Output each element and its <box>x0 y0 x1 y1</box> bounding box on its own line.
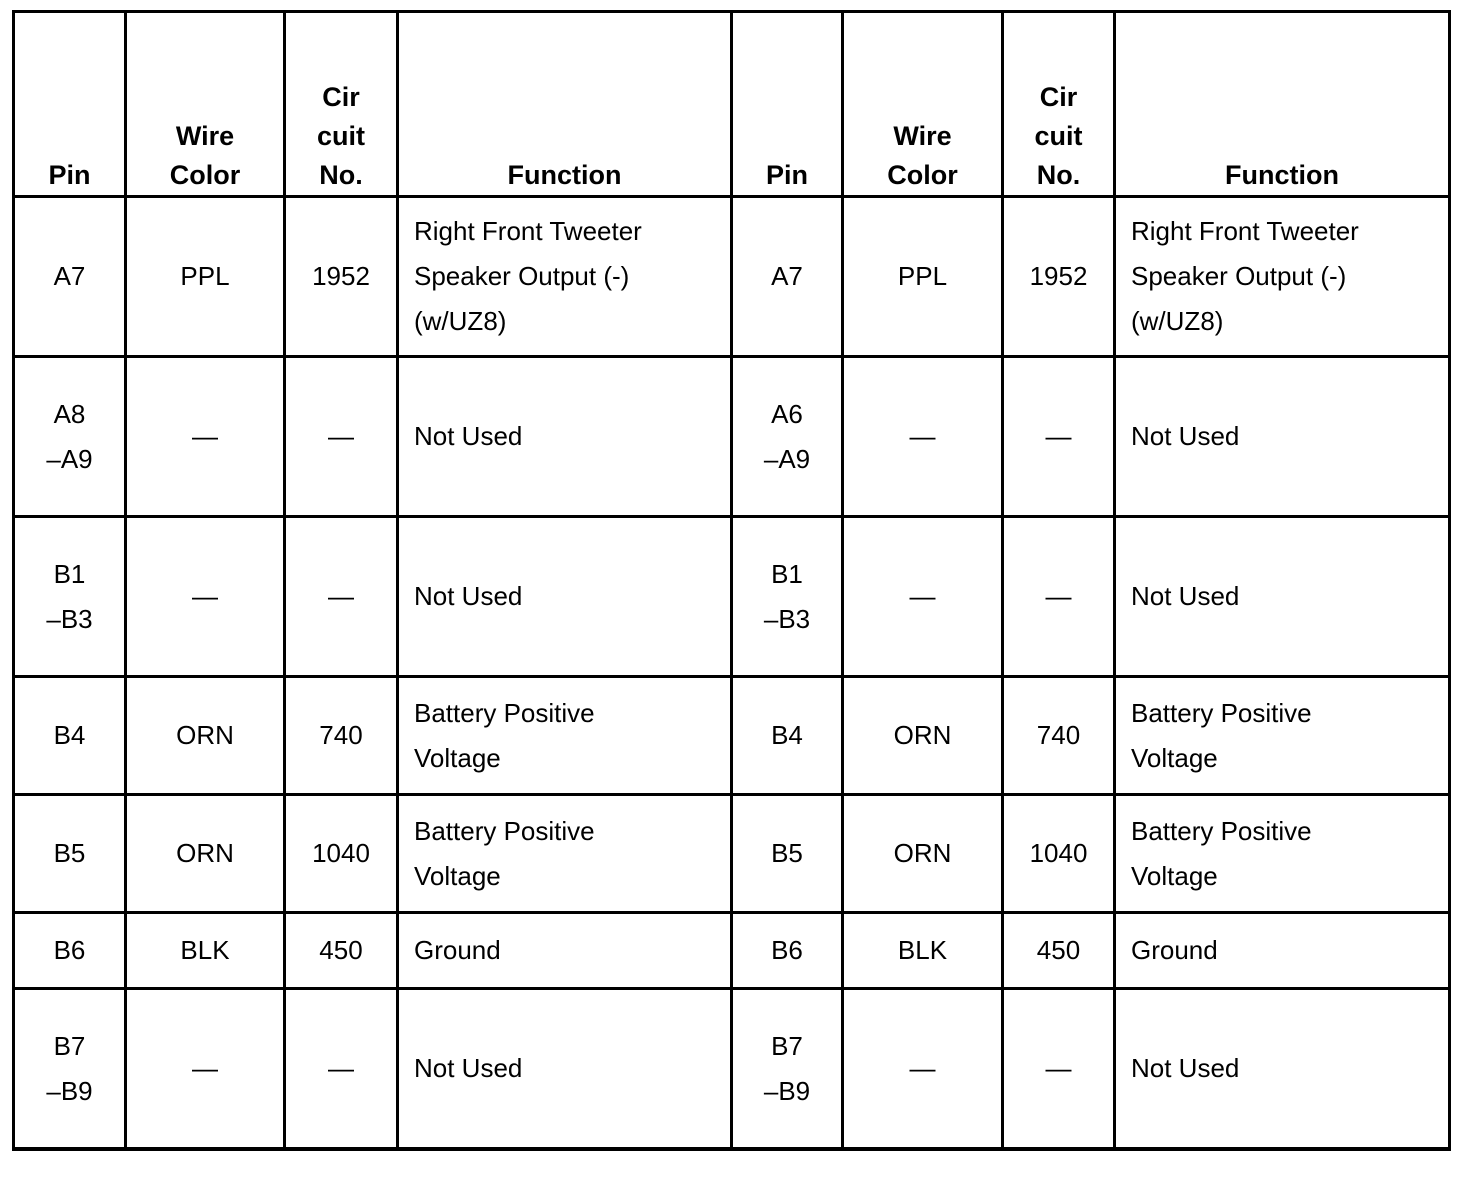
pin-line: B1 <box>53 558 86 589</box>
wire-color-value: — <box>192 421 218 451</box>
function-cell <box>398 357 732 517</box>
circuit-no-value: 450 <box>1036 935 1081 965</box>
pin-line: B5 <box>771 838 803 868</box>
wire-color-cell <box>126 517 285 677</box>
function-cell <box>398 795 732 913</box>
pin-line: –B9 <box>46 1075 93 1106</box>
pin-cell <box>732 357 843 517</box>
pin-cell <box>14 795 126 913</box>
function-line: Not Used <box>1131 421 1240 451</box>
wire-color-value: BLK <box>180 935 230 965</box>
wire-color-value: — <box>909 1053 936 1083</box>
function-line: Ground <box>1131 935 1218 965</box>
wire-color-cell <box>126 913 285 989</box>
function-line: Not Used <box>1131 1053 1240 1083</box>
circuit-no-value: 740 <box>1036 720 1081 750</box>
connector-pinout-table <box>12 10 1451 1151</box>
pin-line: –B3 <box>46 603 93 634</box>
circuit-no-value: — <box>1045 1053 1072 1083</box>
function-line: Speaker Output (-) <box>414 261 630 291</box>
circuit-no-value: — <box>328 421 354 451</box>
pin-line: B1 <box>771 558 803 589</box>
function-cell <box>1115 913 1450 989</box>
circuit-no-cell <box>285 913 398 989</box>
header-row <box>14 12 1450 197</box>
wire-color-cell <box>126 357 285 517</box>
circuit-no-value: — <box>328 581 354 611</box>
function-line: Voltage <box>414 860 501 891</box>
wire-color-cell <box>126 677 285 795</box>
wire-color-value: PPL <box>180 261 230 291</box>
pin-line: –B3 <box>763 603 811 634</box>
pin-line: B7 <box>771 1030 803 1061</box>
wire-color-cell <box>843 989 1003 1150</box>
function-line: Battery Positive <box>1131 815 1312 846</box>
circuit-no-value: 1952 <box>1029 261 1088 291</box>
function-cell <box>1115 357 1450 517</box>
header-circuit-no: Cir cuit No. <box>1003 12 1115 197</box>
function-line: Speaker Output (-) <box>1131 261 1347 291</box>
function-cell <box>1115 989 1450 1150</box>
pin-cell <box>14 517 126 677</box>
pin-cell <box>732 197 843 357</box>
function-cell <box>398 517 732 677</box>
circuit-no-cell <box>285 989 398 1150</box>
circuit-no-value: 1952 <box>312 261 370 291</box>
circuit-no-cell <box>1003 517 1115 677</box>
wire-color-cell <box>126 989 285 1150</box>
circuit-no-cell <box>1003 989 1115 1150</box>
function-cell <box>1115 197 1450 357</box>
pin-cell <box>14 913 126 989</box>
wire-color-cell <box>843 913 1003 989</box>
wire-color-cell <box>843 357 1003 517</box>
header-function: Function <box>1115 12 1450 197</box>
pin-line: B6 <box>53 935 86 965</box>
pin-cell <box>732 517 843 677</box>
circuit-no-cell <box>1003 197 1115 357</box>
wire-color-value: — <box>909 421 936 451</box>
function-line: Not Used <box>414 421 523 451</box>
function-line: Not Used <box>414 1053 523 1083</box>
function-cell <box>1115 517 1450 677</box>
pin-cell <box>732 795 843 913</box>
function-line: Voltage <box>1131 742 1218 773</box>
function-line: (w/UZ8) <box>1131 306 1224 336</box>
function-cell <box>398 913 732 989</box>
pin-cell <box>732 913 843 989</box>
header-wire-color: Wire Color <box>126 12 285 197</box>
function-line: Battery Positive <box>414 697 595 728</box>
pin-line: B4 <box>771 720 803 750</box>
wire-color-cell <box>126 795 285 913</box>
circuit-no-cell <box>1003 677 1115 795</box>
table-row <box>14 913 1450 989</box>
circuit-no-value: — <box>1045 421 1072 451</box>
header-wire-color: Wire Color <box>843 12 1003 197</box>
header-function: Function <box>398 12 732 197</box>
wire-color-value: ORN <box>893 720 952 750</box>
circuit-no-cell <box>1003 913 1115 989</box>
pin-cell <box>14 357 126 517</box>
circuit-no-cell <box>285 677 398 795</box>
table-row <box>14 517 1450 677</box>
table-row <box>14 197 1450 357</box>
function-cell <box>398 677 732 795</box>
pin-cell <box>732 677 843 795</box>
circuit-no-value: 450 <box>319 935 363 965</box>
wire-color-cell <box>126 197 285 357</box>
table-row <box>14 989 1450 1150</box>
function-line: Ground <box>414 935 501 965</box>
wire-color-value: — <box>192 581 218 611</box>
wire-color-value: ORN <box>176 720 234 750</box>
pin-cell <box>14 989 126 1150</box>
header-pin: Pin <box>732 12 843 197</box>
wire-color-value: BLK <box>897 935 948 965</box>
pin-line: B6 <box>771 935 803 965</box>
function-line: Voltage <box>414 742 501 773</box>
function-cell <box>398 989 732 1150</box>
pin-line: –B9 <box>763 1075 811 1106</box>
function-line: Battery Positive <box>414 815 595 846</box>
wire-color-value: PPL <box>897 261 948 291</box>
function-line: Right Front Tweeter <box>414 216 642 246</box>
pin-line: A6 <box>771 398 803 429</box>
function-line: Right Front Tweeter <box>1131 216 1359 246</box>
wire-color-cell <box>843 197 1003 357</box>
function-line: Battery Positive <box>1131 697 1312 728</box>
circuit-no-cell <box>285 517 398 677</box>
wire-color-cell <box>843 677 1003 795</box>
header-pin: Pin <box>14 12 126 197</box>
pin-line: A7 <box>771 261 803 291</box>
function-cell <box>1115 677 1450 795</box>
table-row <box>14 357 1450 517</box>
circuit-no-value: 1040 <box>312 838 370 868</box>
function-line: Not Used <box>414 581 523 611</box>
circuit-no-cell <box>1003 795 1115 913</box>
pin-line: –A9 <box>763 443 811 474</box>
function-line: (w/UZ8) <box>414 306 507 336</box>
wire-color-value: — <box>909 581 936 611</box>
circuit-no-value: — <box>1045 581 1072 611</box>
circuit-no-cell <box>285 795 398 913</box>
pin-line: –A9 <box>46 443 93 474</box>
circuit-no-value: — <box>328 1053 354 1083</box>
pin-line: B7 <box>53 1030 86 1061</box>
circuit-no-value: 1040 <box>1029 838 1088 868</box>
pin-cell <box>732 989 843 1150</box>
wire-color-value: ORN <box>176 838 234 868</box>
function-line: Voltage <box>1131 860 1218 891</box>
function-cell <box>1115 795 1450 913</box>
table-row <box>14 677 1450 795</box>
pin-line: B4 <box>53 720 86 750</box>
header-circuit-no: Cir cuit No. <box>285 12 398 197</box>
wire-color-cell <box>843 517 1003 677</box>
pin-line: B5 <box>53 838 86 868</box>
function-line: Not Used <box>1131 581 1240 611</box>
circuit-no-cell <box>285 357 398 517</box>
circuit-no-value: 740 <box>319 720 363 750</box>
table-row <box>14 795 1450 913</box>
circuit-no-cell <box>1003 357 1115 517</box>
wire-color-value: ORN <box>893 838 952 868</box>
pin-cell <box>14 677 126 795</box>
pin-cell <box>14 197 126 357</box>
wire-color-value: — <box>192 1053 218 1083</box>
pin-line: A8 <box>53 398 86 429</box>
function-cell <box>398 197 732 357</box>
pin-line: A7 <box>53 261 86 291</box>
circuit-no-cell <box>285 197 398 357</box>
wire-color-cell <box>843 795 1003 913</box>
